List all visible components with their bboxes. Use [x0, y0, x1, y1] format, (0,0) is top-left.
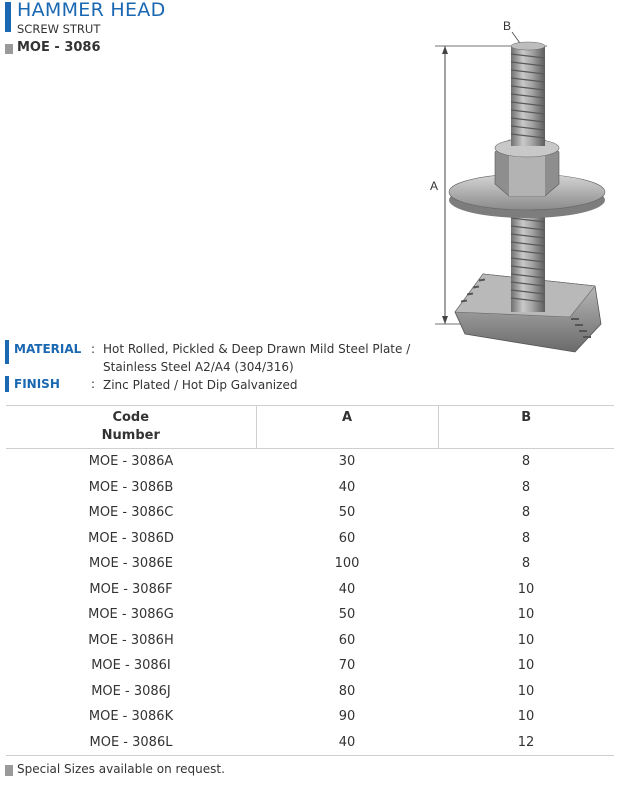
cell-a: 80	[338, 683, 356, 699]
table-row	[6, 500, 614, 526]
material-colon: :	[91, 342, 96, 356]
col-header-code	[6, 406, 256, 449]
table-row	[6, 551, 614, 577]
title-accent-bar	[5, 2, 11, 32]
table-row	[6, 679, 614, 705]
cell-a: 60	[338, 530, 356, 546]
material-value-line1: Hot Rolled, Pickled & Deep Drawn Mild Steel Plate /	[103, 342, 411, 356]
cell-b: 10	[517, 607, 535, 623]
finish-accent-bar	[5, 376, 9, 392]
cell-a: 40	[338, 581, 356, 597]
footer-marker	[5, 765, 13, 776]
cell-a: 40	[338, 479, 356, 495]
hex-nut	[495, 139, 559, 196]
col-header-b: B	[438, 406, 614, 449]
table-header-row	[6, 406, 614, 449]
threaded-rod-upper	[511, 42, 545, 146]
cell-a: 90	[338, 709, 356, 725]
cell-code: MOE - 3086K	[88, 709, 174, 725]
page-subtitle: SCREW STRUT	[17, 22, 101, 36]
cell-code: MOE - 3086G	[88, 607, 174, 623]
cell-a: 30	[338, 454, 356, 470]
cell-b: 10	[517, 581, 535, 597]
cell-b: 8	[521, 530, 531, 546]
finish-colon: :	[91, 377, 96, 391]
cell-code: MOE - 3086C	[88, 505, 174, 521]
material-accent-bar	[5, 340, 9, 364]
cell-b: 8	[521, 479, 531, 495]
cell-b: 8	[521, 454, 531, 470]
dimension-b-label: B	[503, 19, 512, 33]
table-row	[6, 704, 614, 730]
table-row	[6, 730, 614, 756]
cell-a: 60	[338, 632, 356, 648]
cell-b: 8	[521, 505, 531, 521]
hammer-head-screw-drawing	[405, 12, 625, 362]
cell-code: MOE - 3086D	[88, 530, 174, 546]
cell-a: 70	[338, 658, 356, 674]
cell-code: MOE - 3086H	[88, 632, 174, 648]
table-row	[6, 653, 614, 679]
cell-code: MOE - 3086I	[91, 658, 171, 674]
col-header-code-line1: Code	[112, 410, 150, 425]
finish-label: FINISH	[14, 377, 60, 391]
table-row	[6, 577, 614, 603]
code-marker	[5, 44, 13, 54]
size-table	[6, 405, 614, 756]
cell-code: MOE - 3086F	[89, 581, 173, 597]
cell-a: 50	[338, 505, 356, 521]
cell-code: MOE - 3086A	[88, 454, 174, 470]
cell-b: 10	[517, 658, 535, 674]
cell-code: MOE - 3086B	[88, 479, 174, 495]
cell-b: 10	[517, 709, 535, 725]
cell-b: 8	[521, 556, 531, 572]
cell-code: MOE - 3086L	[6, 730, 256, 756]
footer-note: Special Sizes available on request.	[17, 762, 225, 776]
cell-code: MOE - 3086E	[89, 556, 173, 572]
material-value-line2: Stainless Steel A2/A4 (304/316)	[103, 360, 294, 374]
material-label: MATERIAL	[14, 342, 82, 356]
cell-a: 50	[338, 607, 356, 623]
cell-a: 100	[334, 556, 360, 572]
table-row	[6, 628, 614, 654]
cell-b: 10	[517, 683, 535, 699]
material-value	[103, 340, 410, 376]
cell-code: MOE - 3086J	[91, 683, 171, 699]
cell-b: 12	[438, 730, 614, 756]
table-row	[6, 526, 614, 552]
table-row	[6, 602, 614, 628]
table-row	[6, 475, 614, 501]
col-header-code-line2: Number	[101, 428, 160, 443]
cell-a: 40	[256, 730, 438, 756]
table-row	[6, 449, 614, 475]
product-code: MOE - 3086	[17, 40, 101, 55]
cell-b: 10	[517, 632, 535, 648]
finish-value: Zinc Plated / Hot Dip Galvanized	[103, 378, 298, 392]
threaded-rod-lower	[511, 212, 545, 312]
page-title: HAMMER HEAD	[17, 0, 166, 21]
dimension-a-label: A	[430, 179, 439, 193]
col-header-a: A	[256, 406, 438, 449]
